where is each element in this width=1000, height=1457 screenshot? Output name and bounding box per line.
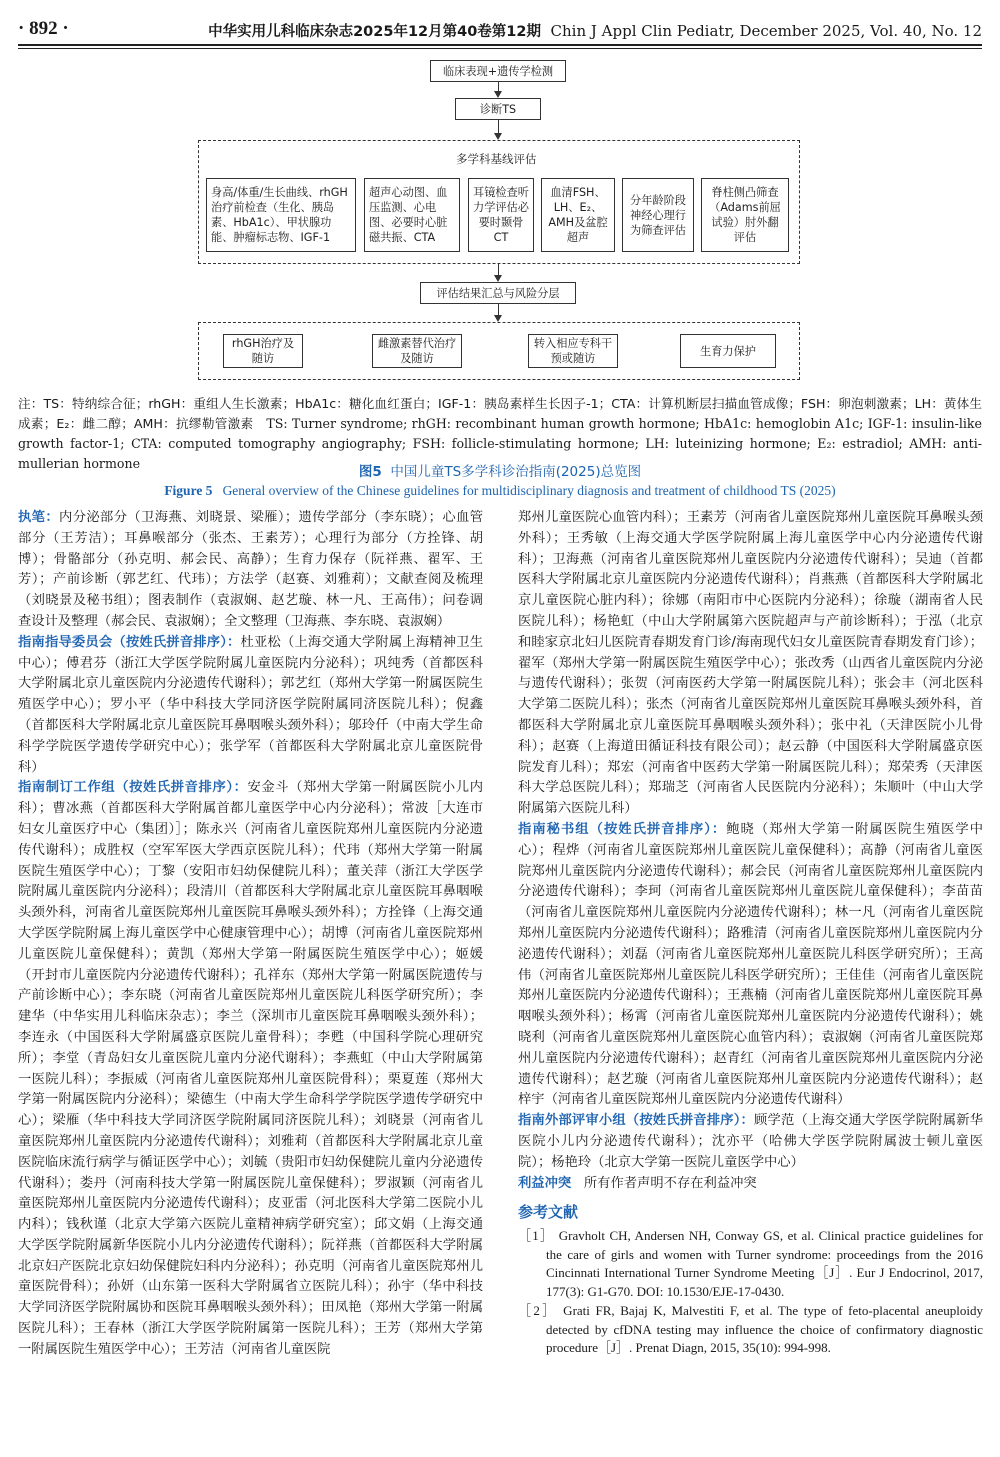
flow-assessment-reproductive: 血清FSH、LH、E₂、AMH及盆腔超声 bbox=[541, 178, 615, 252]
flow-assessment-ent: 耳镜检查听力学评估必要时颞骨CT bbox=[468, 178, 534, 252]
secretary-paragraph bbox=[518, 820, 983, 1111]
flow-clinical-genetic-test: 临床表现+遗传学检测 bbox=[430, 60, 566, 82]
figure-title-en: General overview of the Chinese guidelines for multidisciplinary diagnosis and treatment of childhood TS (2025) bbox=[222, 483, 836, 498]
flow-assessment-group-label: 多学科基线评估 bbox=[456, 152, 537, 166]
header-rule bbox=[18, 44, 982, 46]
flow-outcome-fertility: 生育力保护 bbox=[680, 334, 776, 368]
flow-arrow bbox=[494, 275, 502, 282]
figure-label-zh: 图5 bbox=[358, 464, 382, 480]
secretary-label: 指南秘书组（按姓氏拼音排序）： bbox=[518, 821, 727, 837]
guidance-committee-label: 指南指导委员会（按姓氏拼音排序）： bbox=[18, 634, 241, 650]
working-group-text: 安金斗（郑州大学第一附属医院小儿内科）；曹冰燕（首都医科大学附属首都儿童医学中心内分泌科）；常波［大连市妇女儿童医疗中心（集团）］；陈永兴（河南省儿童医院郑州儿童医院内分泌遗传代谢科）；成胜权（空军军医大学西京医院儿科）；代玮（郑州大学第一附属医院生殖医学中心）；丁黎（安阳市妇幼保健院儿科）；董关萍（浙江大学医学院附属儿童医院内分泌科）；段清川（首都医科大学附属北京儿童医院耳鼻咽喉头颈外科，河南省儿童医院郑州儿童医院耳鼻喉头颈外科）；方拴锋（上海交通大学医学院附属上海儿童医学中心健康管理中心）；胡博（河南省儿童医院郑州儿童医院儿童保健科）；黄凯（郑州大学第一附属医院生殖医学中心）；姬媛（开封市儿童医院内分泌遗传代谢科）；孔祥东（郑州大学第一附属医院遗传与产前诊断中心）；李东晓（河南省儿童医院郑州儿童医院儿科医学研究所）；李建华（中华实用儿科临床杂志）；李兰（深圳市儿童医院耳鼻咽喉头颈外科）；李连永（中国医科大学附属盛京医院儿童骨科）；李甦（中国科学院心理研究所）；李堂（青岛妇女儿童医院儿童内分泌代谢科）；李燕虹（中山大学附属第一医院儿科）；李振威（河南省儿童医院郑州儿童医院骨科）；栗夏莲（郑州大学第一附属医院内分泌科）；梁德生（中南大学生命科学学院医学遗传学研究中心）；梁雁（华中科技大学同济医学院附属同济医院儿科）；刘晓景（河南省儿童医院郑州儿童医院内分泌遗传代谢科）；刘雅莉（首都医科大学附属北京儿童医院临床流行病学与循证医学中心）；刘毓（贵阳市妇幼保健院儿童内分泌遗传代谢科）；娄丹（河南科技大学第一附属医院儿童保健科）；罗淑颖（河南省儿童医院郑州儿童医院内分泌遗传代谢科）；皮亚雷（河北医科大学第二医院小儿内科）；钱秋谨（北京大学第六医院儿童精神病学研究室）；邱文娟（上海交通大学医学院附属新华医院小儿内分泌遗传代谢科）；阮祥燕（首都医科大学附属北京妇产医院北京妇幼保健院妇科内分泌科）；孙克明（河南省儿童医院郑州儿童医院骨科）；孙妍（山东第一医科大学附属省立医院儿科）；孙宇（华中科技大学同济医学院附属协和医院耳鼻咽喉头颈外科）；田凤艳（郑州大学第一附属医院儿科）；王春林（浙江大学医学院附属第一医院儿科）；王芳（郑州大学第一附属医院生殖医学中心）；王芳洁（河南省儿童医院 bbox=[18, 780, 483, 1357]
left-column bbox=[18, 508, 483, 1361]
right-column bbox=[518, 508, 983, 1359]
guidance-committee-text: 杜亚松（上海交通大学附属上海精神卫生中心）；傅君芬（浙江大学医学院附属儿童医院内分泌科）；巩纯秀（首都医科大学附属北京儿童医院内分泌遗传代谢科）；郭艺红（郑州大学第一附属医院生殖医学中心）；罗小平（华中科技大学同济医学院附属同济医院儿科）；倪鑫（首都医科大学附属北京儿童医院耳鼻咽喉头颈外科）；邬玲仟（中南大学生命科学学院医学遗传学研究中心）；张学军（首都医科大学附属北京儿童医院骨科） bbox=[18, 634, 483, 775]
guidance-committee-paragraph bbox=[18, 633, 483, 779]
journal-title-zh: 中华实用儿科临床杂志2025年12月第40卷第12期 bbox=[208, 24, 541, 40]
flow-arrow bbox=[494, 133, 502, 140]
flow-assessment-skeletal: 脊柱侧凸筛查（Adams前屈试验）肘外翻评估 bbox=[701, 178, 789, 252]
journal-title bbox=[208, 20, 982, 41]
external-review-paragraph bbox=[518, 1111, 983, 1173]
conflict-paragraph bbox=[518, 1174, 983, 1195]
figure-caption-zh bbox=[0, 460, 1000, 480]
figure-note-zh: 注：TS：特纳综合征；rhGH：重组人生长激素；HbA1c：糖化血红蛋白；IGF-1：胰岛素样生长因子-1；CTA：计算机断层扫描血管成像；FSH：卵泡刺激素；LH：黄体生成素；E₂：雌二醇；AMH：抗缪勒管激素 bbox=[18, 396, 982, 431]
figure-caption-en bbox=[0, 483, 1000, 499]
flow-assessment-neuropsych: 分年龄阶段神经心理行为筛查评估 bbox=[622, 178, 694, 252]
flow-arrow bbox=[494, 315, 502, 322]
flow-outcome-rhgh: rhGH治疗及随访 bbox=[223, 334, 303, 368]
flow-outcome-referral: 转入相应专科干预或随访 bbox=[528, 334, 618, 368]
header-rule-thin bbox=[18, 48, 982, 49]
flow-outcome-estrogen: 雌激素替代治疗及随访 bbox=[372, 334, 462, 368]
figure-title-zh: 中国儿童TS多学科诊治指南(2025)总览图 bbox=[390, 464, 642, 480]
conflict-text: 所有作者声明不存在利益冲突 bbox=[583, 1175, 757, 1191]
flow-assessment-cardio: 超声心动图、血压监测、心电图、必要时心脏磁共振、CTA bbox=[364, 178, 460, 252]
secretary-text: 鲍晓（郑州大学第一附属医院生殖医学中心）；程烨（河南省儿童医院郑州儿童医院儿童保健科）；高静（河南省儿童医院郑州儿童医院内分泌遗传代谢科）；郝会民（河南省儿童医院郑州儿童医院内分泌遗传代谢科）；李珂（河南省儿童医院郑州儿童医院儿童保健科）；李苗苗（河南省儿童医院郑州儿童医院内分泌遗传代谢科）；林一凡（河南省儿童医院郑州儿童医院内分泌遗传代谢科）；路雅清（河南省儿童医院郑州儿童医院内分泌遗传代谢科）；刘磊（河南省儿童医院郑州儿童医院儿科医学研究所）；王高伟（河南省儿童医院郑州儿童医院儿科医学研究所）；王佳佳（河南省儿童医院郑州儿童医院内分泌遗传代谢科）；王燕楠（河南省儿童医院郑州儿童医院耳鼻咽喉头颈外科）；杨霄（河南省儿童医院郑州儿童医院内分泌遗传代谢科）；姚晓利（河南省儿童医院郑州儿童医院心血管内科）；袁淑娴（河南省儿童医院郑州儿童医院内分泌遗传代谢科）；赵青红（河南省儿童医院郑州儿童医院内分泌遗传代谢科）；赵艺璇（河南省儿童医院郑州儿童医院内分泌遗传代谢科）；赵梓宇（河南省儿童医院郑州儿童医院内分泌遗传代谢科） bbox=[518, 821, 983, 1108]
running-header bbox=[18, 14, 982, 44]
working-group-text-continued: 郑州儿童医院心血管内科）；王素芳（河南省儿童医院郑州儿童医院耳鼻喉头颈外科）；王秀敏（上海交通大学医学院附属上海儿童医学中心内分泌遗传代谢科）；卫海燕（河南省儿童医院郑州儿童医院内分泌遗传代谢科）；吴迪（首都医科大学附属北京儿童医院内分泌遗传代谢科）；肖燕燕（首都医科大学附属北京儿童医院心脏内科）；徐娜（南阳市中心医院内分泌科）；徐璇（湖南省人民医院儿科）；杨艳虹（中山大学附属第六医院超声与产前诊断科）；于泓（北京和睦家京北妇儿医院青春期发育门诊/海南现代妇女儿童医院青春期发育门诊）；翟军（郑州大学第一附属医院生殖医学中心）；张改秀（山西省儿童医院内分泌与遗传代谢科）；张贺（河南医药大学第一附属医院儿科）；张会丰（河北医科大学第二医院儿科）；张杰（河南省儿童医院郑州儿童医院耳鼻喉头颈外科，首都医科大学附属北京儿童医院耳鼻咽喉头颈外科）；张中礼（天津医院小儿骨科）；赵赛（上海道田循证科技有限公司）；赵云静（中国医科大学附属盛京医院发育儿科）；郑宏（河南省中医药大学第一附属医院儿科）；郑荣秀（天津医科大学总医院儿科）；郑瑞芝（河南省人民医院内分泌科）；朱顺叶（中山大学附属第六医院儿科） bbox=[518, 510, 983, 817]
writers-text: 内分泌部分（卫海燕、刘晓景、梁雁）；遗传学部分（李东晓）；心血管部分（王芳洁）；耳鼻喉部分（张杰、王素芳）；心理行为部分（方拴锋、胡博）；骨骼部分（孙克明、郝会民、高静）；生育力保存（阮祥燕、翟军、王芳）；产前诊断（郭艺红、代玮）；方法学（赵赛、刘雅莉）；文献查阅及梳理（刘晓景及秘书组）；图表制作（袁淑娴、赵艺璇、林一凡、王高伟）；问卷调查设计及整理（郝会民、袁淑娴）；全文整理（卫海燕、李东晓、袁淑娴） bbox=[18, 510, 483, 629]
working-group-paragraph bbox=[18, 778, 483, 1360]
external-review-text: 顾学范（上海交通大学医学院附属新华医院小儿内分泌遗传代谢科）；沈亦平（哈佛大学医学院附属波士顿儿童医院）；杨艳玲（北京大学第一医院儿童医学中心） bbox=[518, 1113, 984, 1170]
flow-summary-risk: 评估结果汇总与风险分层 bbox=[420, 282, 576, 304]
figure-note-en: TS: Turner syndrome; rhGH: recombinant human growth hormone; HbA1c: hemoglobin A1c; IGF-1: insulin-like growth factor-1; CTA: computed tomography angiography; FSH: follicle-stimulating hormone; LH: luteinizing hormone; E₂: estradiol; AMH: anti-mullerian hormone bbox=[18, 416, 982, 471]
reference-item: ［1］ Gravholt CH, Andersen NH, Conway GS, et al. Clinical practice guidelines for the care of girls and women with Turner syndrome: proceedings from the 2016 Cincinnati International Turner Syndrome Meeting［J］. Eur J Endocrinol, 2017, 177(3): G1-G70. DOI: 10.1530/EJE-17-0430. bbox=[518, 1228, 983, 1299]
working-group-continued bbox=[518, 508, 983, 820]
journal-title-en: Chin J Appl Clin Pediatr, December 2025, Vol. 40, No. 12 bbox=[550, 22, 982, 40]
writers-paragraph bbox=[18, 508, 483, 633]
figure-label-en: Figure 5 bbox=[164, 483, 213, 498]
flow-assessment-endocrine: 身高/体重/生长曲线、rhGH治疗前检查（生化、胰岛素、HbA1c）、甲状腺功能、肿瘤标志物、IGF-1 bbox=[206, 178, 356, 252]
flow-arrow bbox=[494, 91, 502, 98]
writers-label: 执笔： bbox=[18, 510, 60, 525]
external-review-label: 指南外部评审小组（按姓氏拼音排序）： bbox=[518, 1113, 755, 1129]
references-heading: 参考文献 bbox=[518, 1203, 579, 1222]
conflict-label: 利益冲突 bbox=[518, 1175, 572, 1191]
reference-item: ［2］ Grati FR, Bajaj K, Malvestiti F, et al. The type of feto-placental aneuploidy detected by cfDNA testing may influence the choice of confirmatory diagnostic procedure［J］. Prenat Diagn, 2015, 35(10): 994-998. bbox=[518, 1303, 983, 1356]
working-group-label: 指南制订工作组（按姓氏拼音排序）： bbox=[18, 780, 248, 796]
flow-diagnosis-ts: 诊断TS bbox=[455, 98, 541, 120]
page-number: · 892 · bbox=[18, 18, 69, 39]
figure-5-flowchart bbox=[0, 50, 1000, 390]
